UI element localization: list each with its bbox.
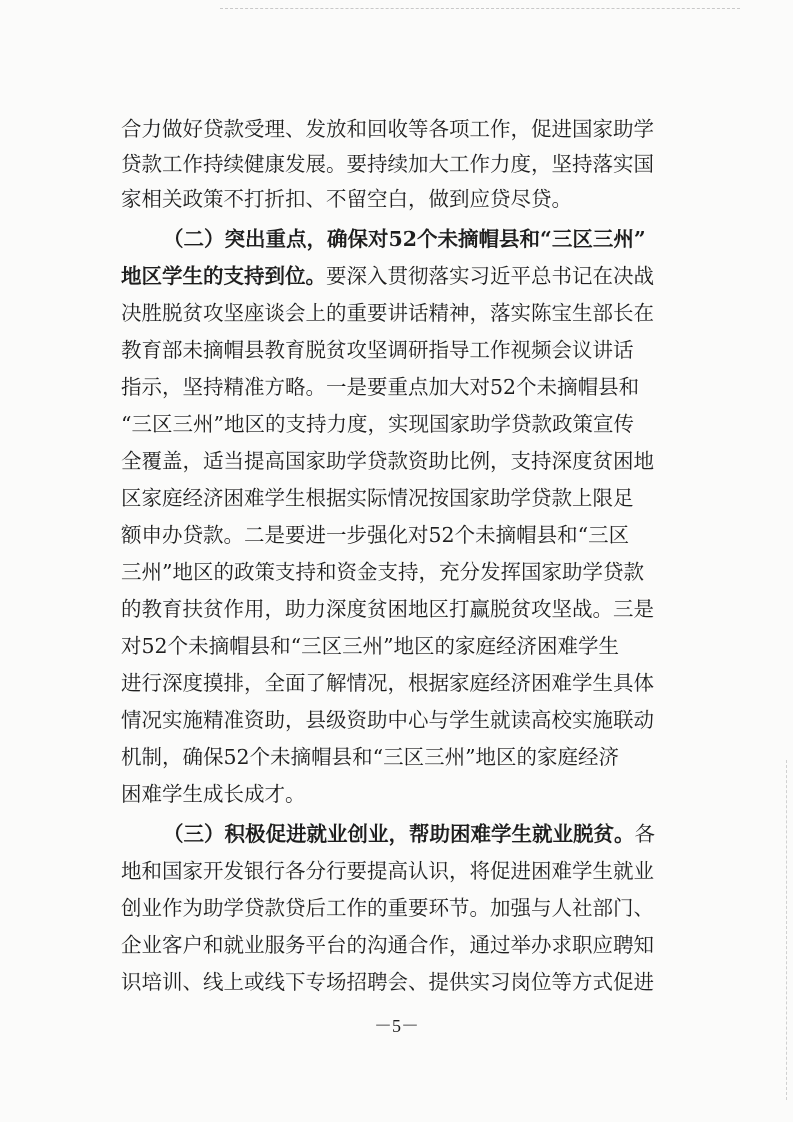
page-number: －5－ bbox=[374, 1016, 419, 1036]
text-line: 合力做好贷款受理、发放和回收等各项工作，促进国家助学 bbox=[121, 117, 654, 141]
text-line: 情况实施精准资助，县级资助中心与学生就读高校实施联动 bbox=[121, 708, 654, 732]
text-line: 机制，确保52个未摘帽县和“三区三州”地区的家庭经济 bbox=[121, 745, 620, 769]
text-line: 地和国家开发银行各分行要提高认识，将促进困难学生就业 bbox=[121, 859, 654, 883]
text-line: 额申办贷款。二是要进一步强化对52个未摘帽县和“三区 bbox=[121, 523, 630, 547]
text-line: 全覆盖，适当提高国家助学贷款资助比例，支持深度贫困地 bbox=[121, 449, 654, 473]
text-line: 企业客户和就业服务平台的沟通合作，通过举办求职应聘知 bbox=[121, 933, 654, 957]
text-line: 的教育扶贫作用，助力深度贫困地区打赢脱贫攻坚战。三是 bbox=[121, 597, 654, 621]
text-line: 对52个未摘帽县和“三区三州”地区的家庭经济困难学生 bbox=[121, 634, 620, 658]
section-heading-3: （三）积极促进就业创业，帮助困难学生就业脱贫。各 bbox=[163, 822, 655, 846]
text-line: 区家庭经济困难学生根据实际情况按国家助学贷款上限足 bbox=[121, 486, 634, 510]
text-line: “三区三州”地区的支持力度，实现国家助学贷款政策宣传 bbox=[121, 412, 634, 436]
scan-artifact-right bbox=[786, 760, 787, 1100]
text-line: 家相关政策不打折扣、不留空白，做到应贷尽贷。 bbox=[121, 187, 572, 211]
text-line: 识培训、线上或线下专场招聘会、提供实习岗位等方式促进 bbox=[121, 970, 654, 994]
text-line: 指示，坚持精准方略。一是要重点加大对52个未摘帽县和 bbox=[121, 375, 640, 399]
text-line: 地区学生的支持到位。要深入贯彻落实习近平总书记在决战 bbox=[121, 264, 654, 288]
text-line: 贷款工作持续健康发展。要持续加大工作力度，坚持落实国 bbox=[121, 152, 654, 176]
text-line: 决胜脱贫攻坚座谈会上的重要讲话精神，落实陈宝生部长在 bbox=[121, 301, 654, 325]
text-line: 三州”地区的政策支持和资金支持，充分发挥国家助学贷款 bbox=[121, 560, 644, 584]
text-line: 创业作为助学贷款贷后工作的重要环节。加强与人社部门、 bbox=[121, 896, 654, 920]
text-line: 困难学生成长成才。 bbox=[121, 782, 306, 806]
text-line: 进行深度摸排，全面了解情况，根据家庭经济困难学生具体 bbox=[121, 671, 654, 695]
scan-artifact-top bbox=[220, 8, 740, 9]
text-line: 教育部未摘帽县教育脱贫攻坚调研指导工作视频会议讲话 bbox=[121, 338, 634, 362]
section-heading-2: （二）突出重点，确保对52个未摘帽县和“三区三州” bbox=[163, 227, 646, 251]
